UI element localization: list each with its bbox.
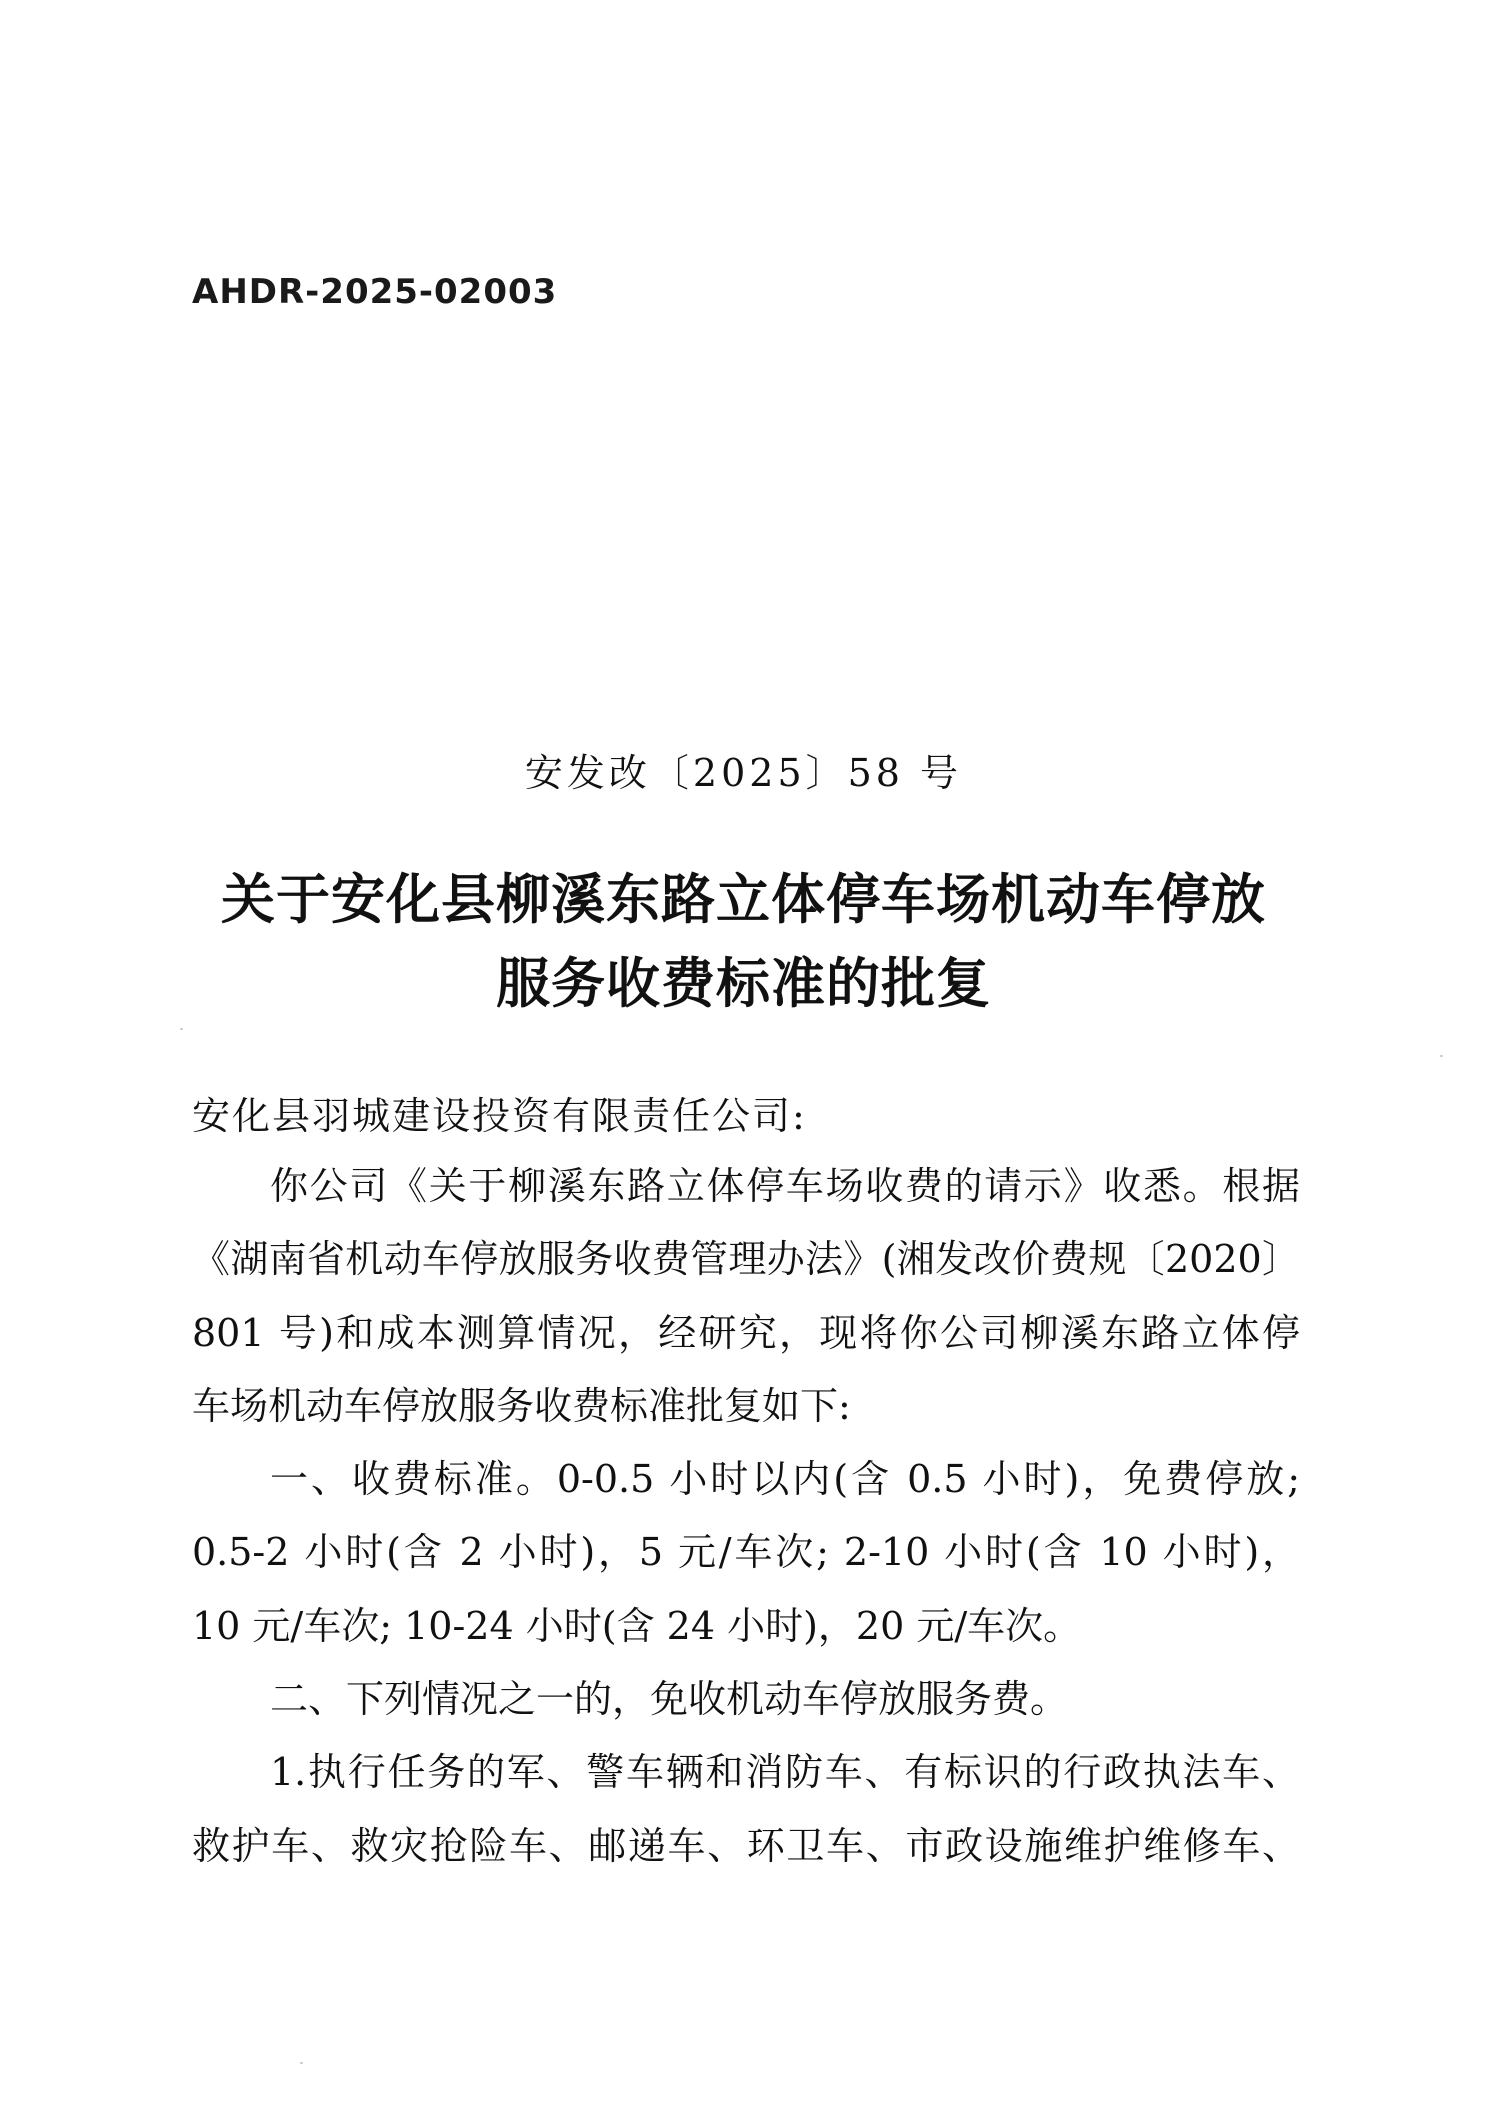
body-line: 一、收费标准。0-0.5 小时以内(含 0.5 小时)，免费停放; <box>270 1457 1300 1502</box>
body-line: 《湖南省机动车停放服务收费管理办法》(湘发改价费规〔2020〕 <box>192 1237 1300 1282</box>
body-line: 你公司《关于柳溪东路立体停车场收费的请示》收悉。根据 <box>270 1164 1300 1208</box>
body-line: 0.5-2 小时(含 2 小时)，5 元/车次; 2-10 小时(含 10 小时)， <box>192 1530 1300 1575</box>
scan-speck <box>180 1028 183 1030</box>
body-line: 10 元/车次; 10-24 小时(含 24 小时)，20 元/车次。 <box>192 1603 1082 1648</box>
document-body <box>192 1150 1300 1883</box>
document-title-line-1: 关于安化县柳溪东路立体停车场机动车停放 <box>221 868 1266 931</box>
body-line: 1.执行任务的军、警车辆和消防车、有标识的行政执法车、 <box>270 1750 1300 1795</box>
document-title <box>190 858 1297 1026</box>
document-title-line-2: 服务收费标准的批复 <box>496 952 991 1015</box>
scan-speck <box>300 2062 303 2064</box>
addressee: 安化县羽城建设投资有限责任公司: <box>192 1094 807 1138</box>
body-line: 二、下列情况之一的，免收机动车停放服务费。 <box>270 1677 1069 1722</box>
document-number: 安发改〔2025〕58 号 <box>524 751 963 795</box>
body-line: 救护车、救灾抢险车、邮递车、环卫车、市政设施维护维修车、 <box>192 1823 1300 1868</box>
document-code: AHDR-2025-02003 <box>192 272 558 312</box>
body-line: 车场机动车停放服务收费标准批复如下: <box>192 1383 851 1428</box>
scan-speck <box>1440 1055 1443 1057</box>
body-line: 801 号)和成本测算情况，经研究，现将你公司柳溪东路立体停 <box>192 1310 1300 1355</box>
